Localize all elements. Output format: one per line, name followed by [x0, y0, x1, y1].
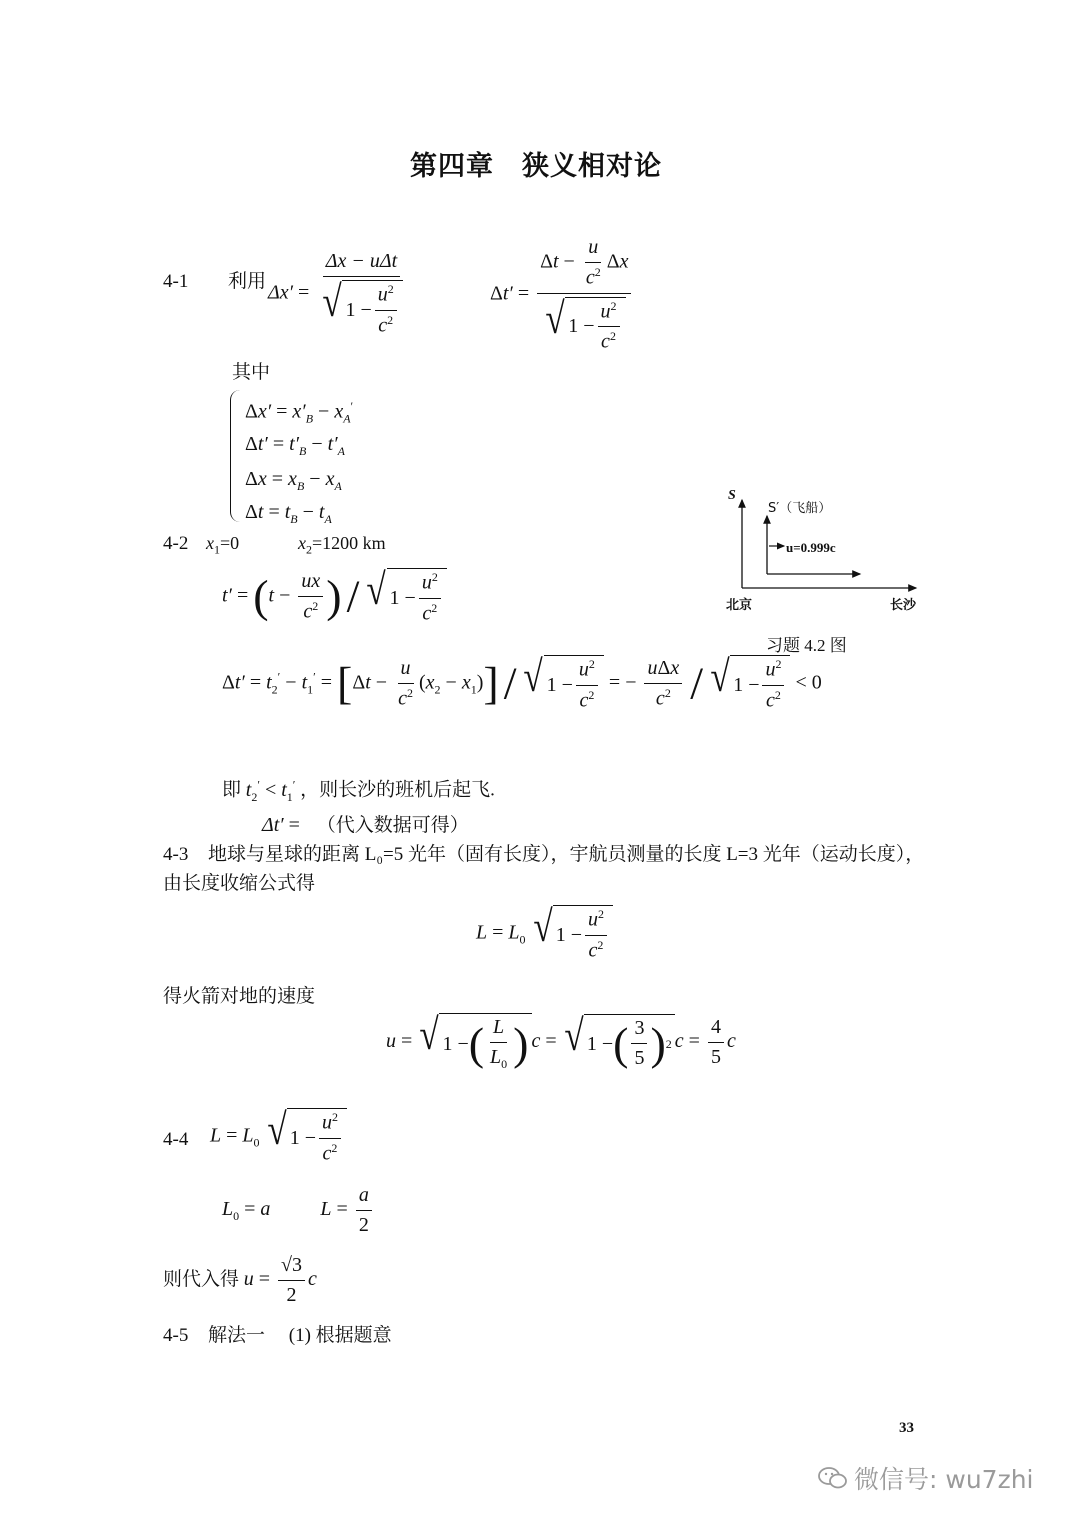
formula-delta-t-prime-42: $\Delta t' = t_2' - t_1' = [\Delta t$ − $\frac{u}{c^2}$ $(x_2 - x_1)$] / √ 1 − $\frac{u^2}{c^2}$ = − $\frac{\text{uΔx}}{c^2}$ / √ 1 − $\frac{u^2}{c^2}$ < 0: [222, 652, 822, 712]
problem-label-4-1: 4-1: [163, 271, 189, 292]
watermark-text: 微信号: wu7zhi: [854, 1465, 1034, 1494]
rocket-speed-text: 得火箭对地的速度: [163, 986, 316, 1007]
conclusion-line: 即 $t_2' < t_1'$ ，则长沙的班机后起飞.: [222, 777, 495, 804]
use-text: 利用: [228, 271, 267, 292]
result-line-4-4: 则代入得 u = $\frac{√3}{2}$ c: [163, 1254, 317, 1306]
formula-delta-t-prime: Δt′ = Δt − $\frac{u}{c^2}$ Δx √ 1 − $\frac{u^2}{c^2}$: [490, 236, 634, 354]
x1-value-text: =0: [220, 533, 240, 553]
page-number: 33: [899, 1420, 914, 1436]
figure-caption: 习题 4.2 图: [766, 636, 847, 655]
x1-value: $x_1=0$: [206, 533, 240, 557]
problem-label-4-5: 4-5: [163, 1325, 189, 1346]
substitution-note: （代入数据可得）: [316, 815, 469, 836]
rocket-speed-formula: u = √ 1 − ( $\frac{L}{L_0}$ ) c = √ 1 − ( $\frac{3}{5}$ ) 2 c = $\frac{4}{5}$ c: [386, 1010, 736, 1071]
figure-label-dest: 长沙: [890, 598, 917, 613]
problem-label-4-2: 4-2: [163, 533, 189, 554]
figure-label-origin: 北京: [726, 598, 753, 613]
watermark: [818, 1460, 1033, 1496]
formula-delta-x-prime: Δx′ = Δx − uΔt √ 1 − $\frac{u^2}{c^2}$: [268, 250, 409, 337]
problem-4-3-line1: 地球与星球的距离 L₀=5 光年（固有长度），宇航员测量的长度 L=3 光年（运动长度），: [208, 844, 925, 865]
problem-label-4-4: 4-4: [163, 1129, 189, 1150]
x2-value: $x_2=1200$ km: [298, 533, 386, 557]
figure-label-velocity: u=0.999c: [786, 540, 836, 555]
equation-delta-t: $\Delta t' = t'_B - t'_A$: [245, 433, 345, 458]
substitution-line: Δt′ = （代入数据可得）: [262, 814, 469, 836]
problem-4-3-line2: 由长度收缩公式得: [163, 873, 316, 894]
length-contraction-formula: $L = L_0$ √ 1 − $\frac{u^2}{c^2}$: [476, 905, 613, 962]
formula-t-prime: t′ = (t − $\frac{ux}{c^2}$ ) / √ 1 − $\frac{u^2}{c^2}$: [222, 568, 447, 625]
equation-delta-t-lab: $\Delta t = t_B - t_A$: [245, 501, 332, 526]
page-title: 第四章 狭义相对论: [410, 151, 662, 182]
qizhong-text: 其中: [232, 362, 271, 383]
problem-4-5-text: 解法一 (1) 根据题意: [208, 1325, 392, 1346]
equation-delta-x: $\Delta x' = x'_B - x_A'$: [245, 399, 354, 426]
equation-delta-x-lab: $\Delta x = x_B - x_A$: [245, 468, 342, 493]
x2-value-text: =1200 km: [312, 533, 386, 553]
conclusion-pre: 即: [222, 779, 242, 801]
figure-label-s: S: [728, 488, 736, 503]
given-values-4-4: $L_0 = a$ L = $\frac{a}{2}$: [222, 1184, 375, 1237]
wechat-icon: [818, 1465, 848, 1491]
problem-label-4-3: 4-3: [163, 844, 189, 865]
figure-label-sprime: S′（飞船）: [768, 501, 832, 516]
formula-4-4: $L = L_0$ √ 1 − $\frac{u^2}{c^2}$: [210, 1108, 347, 1165]
conclusion-post: ，则长沙的班机后起飞.: [300, 779, 495, 801]
result-text-4-4: 则代入得: [163, 1269, 240, 1291]
equation-system-brace: [230, 390, 241, 522]
